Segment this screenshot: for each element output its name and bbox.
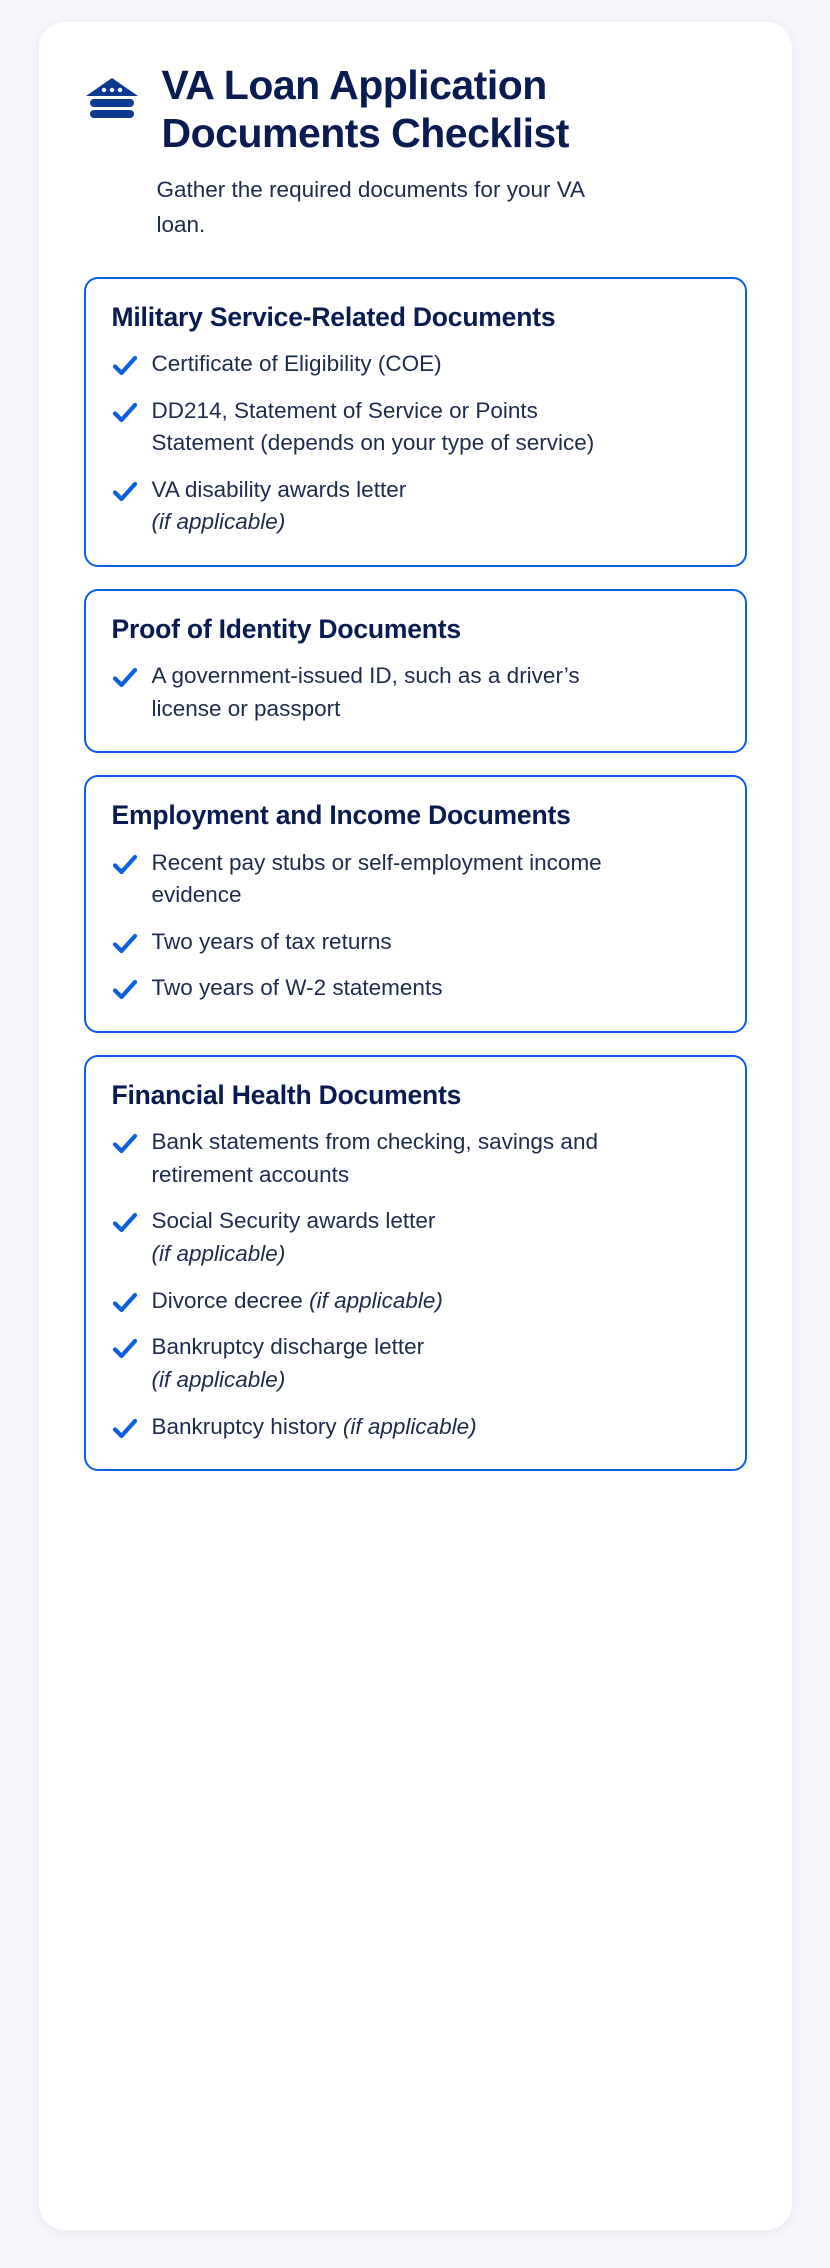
section-item-list (112, 1126, 719, 1443)
list-item[interactable] (112, 660, 719, 725)
section-title: Military Service-Related Documents (111, 301, 556, 332)
checklist-section (84, 589, 747, 753)
list-item-text (152, 1285, 443, 1318)
list-item-label: Bankruptcy discharge letter (151, 1334, 425, 1360)
check-icon (112, 1131, 138, 1157)
list-item-label: A government-issued ID, such as a driver’s license or passport (151, 663, 580, 721)
list-item-note: (if applicable) (151, 1241, 286, 1267)
list-item-note: (if applicable) (151, 1366, 286, 1392)
check-icon (112, 479, 138, 505)
check-icon (112, 1416, 138, 1442)
list-item[interactable] (112, 395, 719, 460)
list-item-label: Recent pay stubs or self-employment income evidence (151, 849, 602, 908)
list-item-text (152, 1126, 622, 1191)
page-title: VA Loan Application Documents Checklist (161, 62, 569, 156)
checklist-section (84, 277, 747, 567)
list-item[interactable] (112, 847, 719, 912)
list-item-note: (if applicable) (309, 1287, 443, 1313)
section-item-list (112, 660, 719, 725)
list-item-text (152, 660, 622, 725)
list-item-label: Two years of W-2 statements (151, 975, 443, 1001)
list-item-text (152, 972, 443, 1005)
check-icon (112, 1210, 138, 1236)
list-item-text (152, 926, 392, 959)
section-title: Employment and Income Documents (111, 800, 571, 831)
checklist-section (84, 1055, 747, 1471)
page-subtitle: Gather the required documents for your VA loan. (156, 177, 584, 237)
list-item-text (152, 1205, 436, 1270)
list-item-label: Bank statements from checking, savings and retirement accounts (151, 1129, 598, 1187)
list-item[interactable] (112, 1126, 719, 1191)
list-item-text (152, 1411, 477, 1444)
list-item-label: DD214, Statement of Service or Points Statement (depends on your type of service) (151, 397, 595, 456)
list-item-label: Two years of tax returns (151, 928, 392, 954)
header (84, 62, 747, 157)
section-title: Financial Health Documents (111, 1080, 462, 1111)
list-item-label: Divorce decree (151, 1287, 310, 1313)
list-item[interactable] (112, 1285, 719, 1318)
checklist-sections (84, 277, 747, 1471)
list-item-label: Social Security awards letter (151, 1208, 436, 1234)
list-item-label: Bankruptcy history (151, 1413, 343, 1439)
check-icon (112, 931, 138, 957)
list-item-text (152, 348, 442, 381)
list-item-label: VA disability awards letter (151, 476, 407, 502)
check-icon (112, 1336, 138, 1362)
list-item[interactable] (112, 474, 719, 539)
section-item-list (112, 847, 719, 1006)
list-item[interactable] (112, 348, 719, 381)
list-item-note: (if applicable) (151, 509, 286, 535)
checklist-card (39, 22, 792, 2230)
check-icon (112, 852, 138, 878)
list-item-label: Certificate of Eligibility (COE) (151, 350, 442, 376)
list-item-text (152, 474, 407, 539)
list-item[interactable] (112, 926, 719, 959)
list-item[interactable] (112, 1331, 719, 1396)
checklist-section (84, 775, 747, 1033)
list-item-text (152, 847, 622, 912)
check-icon (112, 977, 138, 1003)
list-item-note: (if applicable) (342, 1413, 477, 1439)
check-icon (112, 353, 138, 379)
list-item[interactable] (112, 1411, 719, 1444)
section-item-list (112, 348, 719, 539)
list-item[interactable] (112, 972, 719, 1005)
check-icon (112, 1290, 138, 1316)
check-icon (112, 665, 138, 691)
va-shield-house-icon (84, 76, 140, 131)
check-icon (112, 400, 138, 426)
section-title: Proof of Identity Documents (111, 614, 461, 645)
list-item[interactable] (112, 1205, 719, 1270)
list-item-text (152, 395, 622, 460)
list-item-text (152, 1331, 425, 1396)
